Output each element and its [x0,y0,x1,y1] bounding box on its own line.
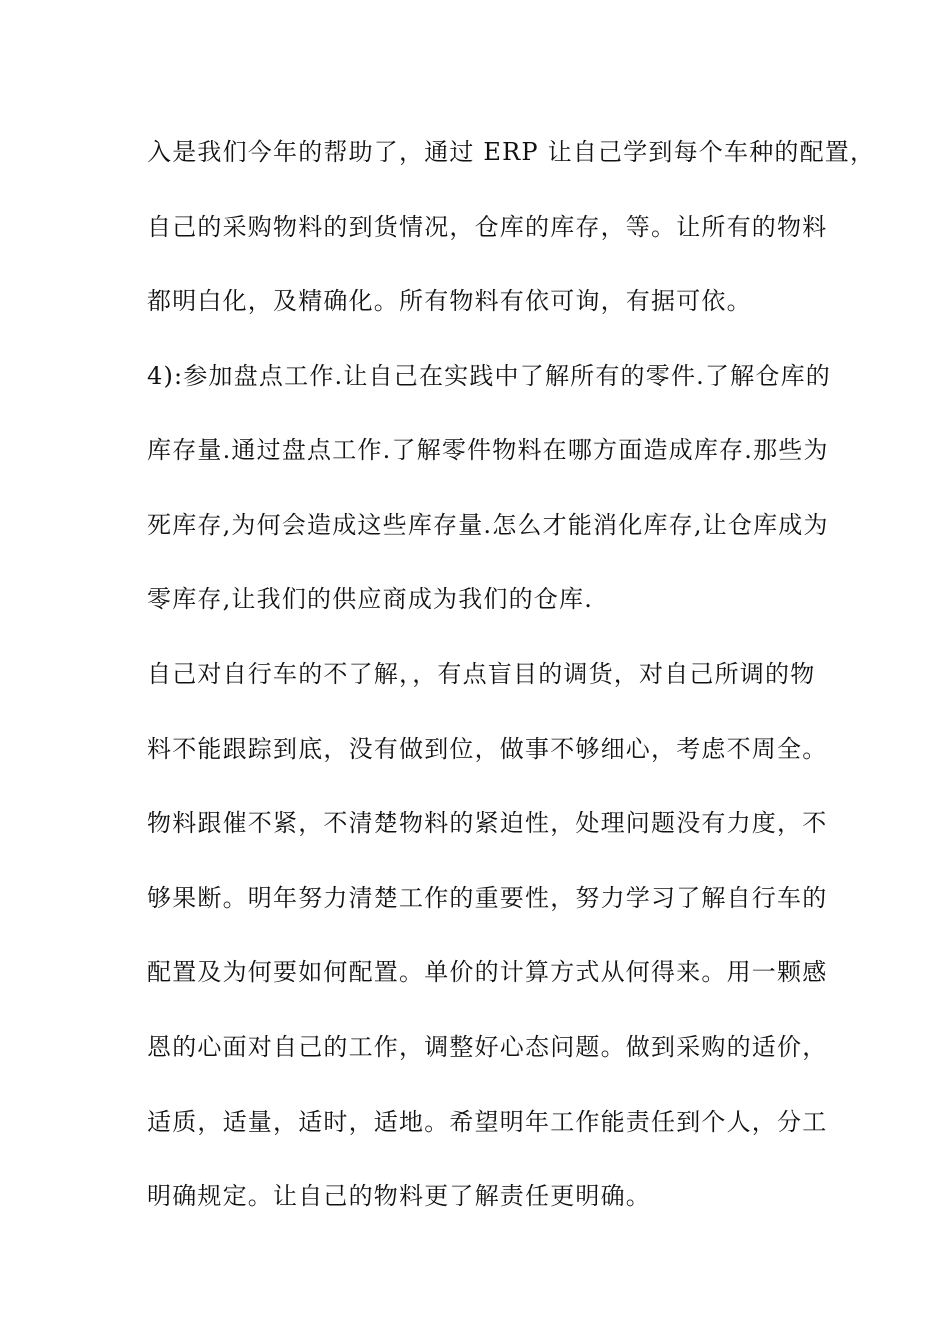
text-line: 明确规定。让自己的物料更了解责任更明确。 [147,1182,651,1210]
text-line: 入是我们今年的帮助了，通过 ERP 让自己学到每个车种的配置， [147,138,876,166]
text-line: 自己对自行车的不了解，，有点盲目的调货，对自己所调的物 [147,660,816,688]
text-line: 都明白化，及精确化。所有物料有依可询，有据可依。 [147,287,752,315]
text-line: 库存量.通过盘点工作.了解零件物料在哪方面造成库存.那些为 [147,436,829,464]
text-line: 自己的采购物料的到货情况，仓库的库存，等。让所有的物料 [147,213,828,241]
text-line: 零库存,让我们的供应商成为我们的仓库. [147,585,594,613]
text-line: 死库存,为何会造成这些库存量.怎么才能消化库存,让仓库成为 [147,511,829,539]
text-line: 适质，适量，适时，适地。希望明年工作能责任到个人，分工 [147,1108,828,1136]
text-line: 恩的心面对自己的工作，调整好心态问题。做到采购的适价， [147,1033,828,1061]
text-line: 配置及为何要如何配置。单价的计算方式从何得来。用一颗感 [147,958,828,986]
text-line: 料不能跟踪到底，没有做到位，做事不够细心，考虑不周全。 [147,735,828,763]
text-line: 4):参加盘点工作.让自己在实践中了解所有的零件.了解仓库的 [147,362,831,390]
text-line: 够果断。明年努力清楚工作的重要性，努力学习了解自行车的 [147,884,828,912]
text-line: 物料跟催不紧，不清楚物料的紧迫性，处理问题没有力度，不 [147,809,828,837]
